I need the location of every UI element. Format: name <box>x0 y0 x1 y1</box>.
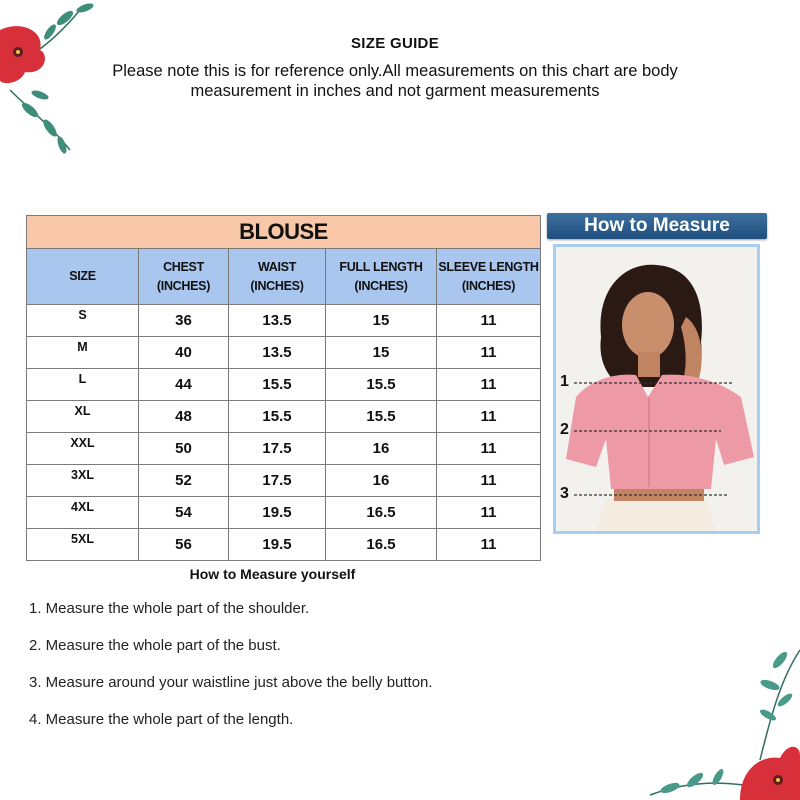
measurement-cell: 52 <box>139 465 229 497</box>
measurement-cell: 11 <box>437 529 541 561</box>
measurement-cell: 11 <box>437 401 541 433</box>
measurement-cell: 44 <box>139 369 229 401</box>
how-to-measure-banner: How to Measure <box>547 213 767 239</box>
size-cell: L <box>27 369 139 401</box>
size-cell: 5XL <box>27 529 139 561</box>
instruction-list <box>29 600 433 748</box>
table-header-row <box>27 249 541 305</box>
reference-note: Please note this is for reference only.All measurements on this chart are body measurement in inches and not garment measurements <box>112 62 678 100</box>
size-chart-table <box>26 215 541 561</box>
measurement-cell: 16 <box>326 433 437 465</box>
measurement-cell: 11 <box>437 337 541 369</box>
measurement-cell: 16 <box>326 465 437 497</box>
table-caption: BLOUSE <box>27 216 541 249</box>
measurement-cell: 15 <box>326 305 437 337</box>
skirt-shape <box>596 499 716 531</box>
instructions-heading: How to Measure yourself <box>189 566 356 582</box>
measurement-cell: 11 <box>437 369 541 401</box>
table-body <box>27 305 541 561</box>
size-cell: 3XL <box>27 465 139 497</box>
table-row <box>27 529 541 561</box>
measurement-cell: 48 <box>139 401 229 433</box>
size-cell: XXL <box>27 433 139 465</box>
page-title: SIZE GUIDE <box>350 35 439 52</box>
measurement-marker: 1 <box>560 373 569 390</box>
instruction-step: 1. Measure the whole part of the shoulder. <box>29 600 310 617</box>
measurement-cell: 16.5 <box>326 497 437 529</box>
measurement-cell: 13.5 <box>229 305 326 337</box>
instruction-step: 4. Measure the whole part of the length. <box>29 711 294 728</box>
column-header: CHEST (INCHES) <box>139 249 229 305</box>
face-shape <box>622 292 674 358</box>
measurement-cell: 54 <box>139 497 229 529</box>
measurement-cell: 11 <box>437 497 541 529</box>
floral-decoration-bottom-icon <box>630 630 800 800</box>
table-row <box>27 369 541 401</box>
table-row <box>27 401 541 433</box>
measurement-cell: 15.5 <box>326 401 437 433</box>
table-row <box>27 497 541 529</box>
measurement-cell: 15.5 <box>229 369 326 401</box>
size-cell: S <box>27 305 139 337</box>
table-row <box>27 433 541 465</box>
table-row <box>27 305 541 337</box>
model-figure-icon <box>556 247 757 531</box>
measurement-cell: 11 <box>437 465 541 497</box>
measurement-cell: 36 <box>139 305 229 337</box>
measurement-marker: 3 <box>560 485 569 502</box>
size-cell: M <box>27 337 139 369</box>
column-header: SIZE <box>27 249 139 305</box>
column-header: WAIST (INCHES) <box>229 249 326 305</box>
size-cell: XL <box>27 401 139 433</box>
measurement-cell: 40 <box>139 337 229 369</box>
measurement-cell: 17.5 <box>229 465 326 497</box>
size-cell: 4XL <box>27 497 139 529</box>
table-row <box>27 465 541 497</box>
measurement-marker: 2 <box>560 421 569 438</box>
measurement-cell: 50 <box>139 433 229 465</box>
column-header: FULL LENGTH (INCHES) <box>326 249 437 305</box>
measurement-illustration <box>553 244 760 534</box>
measurement-cell: 16.5 <box>326 529 437 561</box>
table-row <box>27 337 541 369</box>
measurement-cell: 19.5 <box>229 529 326 561</box>
measurement-cell: 15.5 <box>229 401 326 433</box>
measurement-cell: 15.5 <box>326 369 437 401</box>
measurement-cell: 11 <box>437 305 541 337</box>
measurement-cell: 56 <box>139 529 229 561</box>
measurement-cell: 15 <box>326 337 437 369</box>
instruction-step: 2. Measure the whole part of the bust. <box>29 637 281 654</box>
measurement-cell: 11 <box>437 433 541 465</box>
measurement-cell: 13.5 <box>229 337 326 369</box>
instruction-step: 3. Measure around your waistline just above the belly button. <box>29 674 433 691</box>
column-header: SLEEVE LENGTH (INCHES) <box>437 249 541 305</box>
measurement-cell: 19.5 <box>229 497 326 529</box>
measurement-cell: 17.5 <box>229 433 326 465</box>
